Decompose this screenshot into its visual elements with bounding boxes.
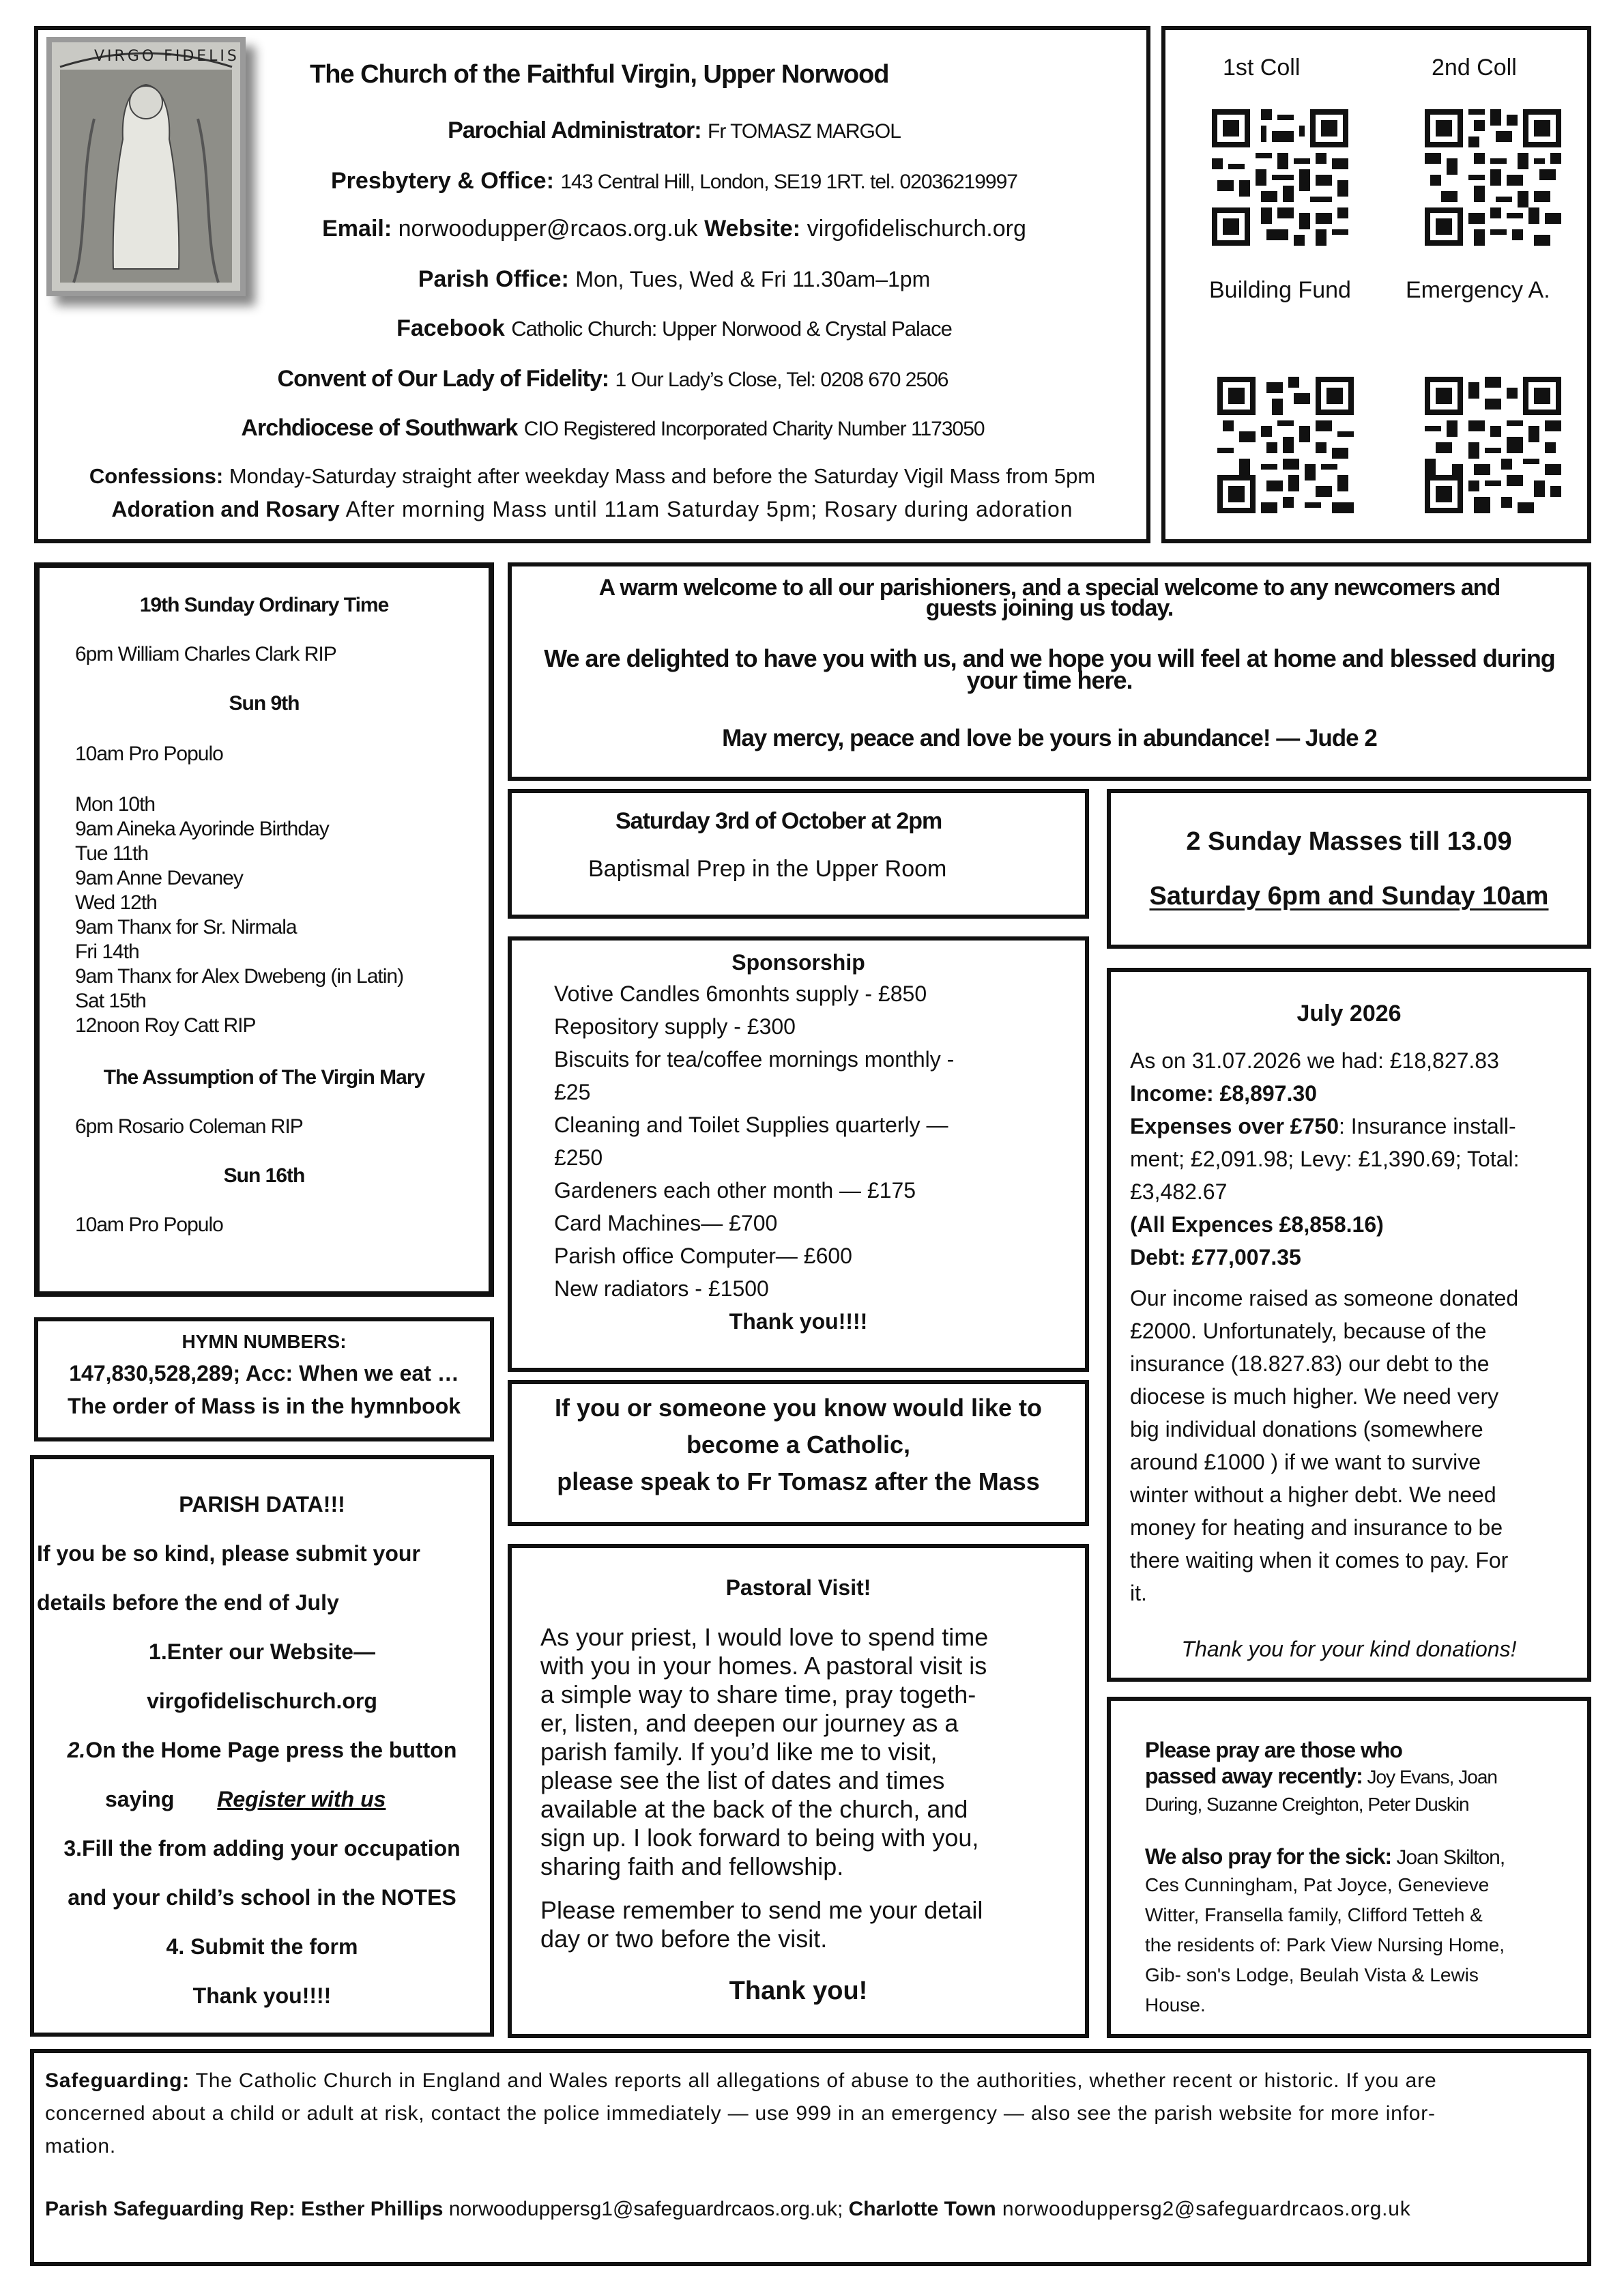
safeguarding-line: Safeguarding: The Catholic Church in England and Wales reports all allegations of abuse to the authorities, whether recent or historic. If you are: [45, 2069, 1437, 2092]
welcome-quote: May mercy, peace and love be yours in abundance! — Jude 2: [722, 725, 1377, 751]
coll2-label: 2nd Coll: [1432, 55, 1517, 81]
prayers-line: passed away recently: Joy Evans, Joan: [1145, 1764, 1497, 1788]
mass-line: Fri 14th: [75, 941, 139, 963]
welcome-line: guests joining us today.: [925, 595, 1174, 621]
sponsorship-item: Card Machines— £700: [554, 1211, 778, 1235]
mass-line: 10am Pro Populo: [75, 743, 223, 765]
prayers-line: the residents of: Park View Nursing Home,: [1145, 1934, 1505, 1955]
baptism-title: Saturday 3rd of October at 2pm: [615, 808, 942, 834]
safeguarding-reps: Parish Safeguarding Rep: Esther Phillips norwooduppersg1@safeguardrcaos.org.uk; Charlotte Town norwooduppersg2@safeguardrcaos.org.uk: [45, 2198, 1411, 2220]
page-title: The Church of the Faithful Virgin, Upper Norwood: [310, 60, 889, 89]
mass-line: Tue 11th: [75, 842, 149, 865]
mass-line: 9am Aineka Ayorinde Birthday: [75, 818, 329, 840]
adoration-line: Adoration and Rosary After morning Mass until 11am Saturday 5pm; Rosary during adoration: [111, 497, 1073, 521]
parish-data-website[interactable]: virgofidelischurch.org: [147, 1689, 377, 1713]
convent-line: Convent of Our Lady of Fidelity: 1 Our Lady’s Close, Tel: 0208 670 2506: [277, 366, 948, 392]
pastoral-visit-box: [508, 1544, 1089, 2038]
mass-line: 9am Thanx for Sr. Nirmala: [75, 916, 297, 938]
finance-para: Our income raised as someone donated: [1130, 1286, 1519, 1310]
welcome-box: [508, 562, 1591, 781]
finance-para: money for heating and insurance to be: [1130, 1515, 1503, 1540]
prayers-line: Please pray are those who: [1145, 1738, 1402, 1762]
parish-data-title: PARISH DATA!!!: [179, 1492, 345, 1517]
rep2-email-link[interactable]: norwooduppersg2@safeguardrcaos.org.uk: [996, 2198, 1411, 2220]
prayers-box: [1107, 1697, 1591, 2038]
mass-day: Sun 16th: [223, 1164, 305, 1187]
sponsorship-item: Gardeners each other month — £175: [554, 1178, 916, 1203]
qr-code-3[interactable]: [1217, 377, 1354, 513]
mass-line: 6pm Rosario Coleman RIP: [75, 1115, 303, 1138]
mass-day: Sun 9th: [229, 692, 300, 715]
facebook-line: Facebook Catholic Church: Upper Norwood & Crystal Palace: [396, 315, 952, 341]
pastoral-line: sharing faith and fellowship.: [540, 1852, 844, 1880]
sponsorship-item: £250: [554, 1145, 603, 1170]
parish-data-line: If you be so kind, please submit your: [37, 1541, 420, 1566]
pastoral-line: with you in your homes. A pastoral visit is: [540, 1652, 987, 1680]
parish-data-line: 3.Fill the from adding your occupation: [63, 1836, 461, 1861]
prayers-line: House.: [1145, 1994, 1206, 2015]
header-box: [34, 26, 1150, 543]
mass-line: 9am Thanx for Alex Dwebeng (in Latin): [75, 965, 404, 988]
parish-data-box: [30, 1455, 494, 2037]
hymns-title: HYMN NUMBERS:: [182, 1331, 347, 1352]
parish-data-line: saying Register with us: [105, 1787, 386, 1811]
sunday-masses-line: 2 Sunday Masses till 13.09: [1186, 827, 1512, 856]
pastoral-line: parish family. If you’d like me to visit,: [540, 1738, 938, 1766]
prayers-line: We also pray for the sick: Joan Skilton,: [1145, 1844, 1505, 1869]
parish-data-thanks: Thank you!!!!: [192, 1983, 332, 2008]
mass-intentions-box: [34, 562, 494, 1297]
sunday-masses-times: Saturday 6pm and Sunday 10am: [1149, 882, 1549, 910]
hymns-numbers: 147,830,528,289; Acc: When we eat …: [69, 1361, 459, 1386]
contact-line: Email: norwoodupper@rcaos.org.uk Website: virgofidelischurch.org: [322, 216, 1026, 242]
mass-line: 12noon Roy Catt RIP: [75, 1014, 256, 1037]
finance-box: [1107, 968, 1591, 1682]
parish-data-line: and your child’s school in the NOTES: [68, 1885, 456, 1910]
mass-line: Mon 10th: [75, 793, 156, 816]
pastoral-title: Pastoral Visit!: [725, 1575, 871, 1600]
finance-title: July 2026: [1296, 1001, 1402, 1027]
qr-code-building-fund[interactable]: [1212, 109, 1348, 246]
presbytery-line: Presbytery & Office: 143 Central Hill, London, SE19 1RT. tel. 02036219997: [331, 168, 1017, 194]
parish-data-line: 1.Enter our Website—: [149, 1639, 375, 1664]
archdiocese-line: Archdiocese of Southwark CIO Registered Incorporated Charity Number 1173050: [241, 415, 985, 441]
sponsorship-item: Cleaning and Toilet Supplies quarterly —: [554, 1113, 948, 1137]
prayers-line: Witter, Fransella family, Clifford Tetteh &: [1145, 1904, 1483, 1925]
parish-data-line: details before the end of July: [37, 1590, 339, 1615]
sponsorship-item: Repository supply - £300: [554, 1014, 796, 1039]
safeguarding-box: [30, 2049, 1591, 2266]
confessions-line: Confessions: Monday-Saturday straight after weekday Mass and before the Saturday Vigil Mass from 5pm: [89, 464, 1096, 488]
finance-para: £2000. Unfortunately, because of the: [1130, 1319, 1487, 1343]
safeguarding-line: concerned about a child or adult at risk, contact the police immediately — use 999 in an emergency — also see the parish website for more infor-: [45, 2102, 1436, 2125]
website-link[interactable]: virgofidelischurch.org: [807, 216, 1026, 242]
feast-title: The Assumption of The Virgin Mary: [103, 1066, 425, 1089]
mass-line: 9am Anne Devaney: [75, 867, 243, 889]
parish-data-line: 4. Submit the form: [166, 1934, 358, 1959]
baptism-box: [508, 789, 1089, 919]
qr-code-4[interactable]: [1425, 377, 1561, 513]
mass-line: 10am Pro Populo: [75, 1214, 223, 1236]
finance-para: it.: [1130, 1581, 1147, 1605]
sponsorship-item: £25: [554, 1080, 591, 1104]
sponsorship-item: Votive Candles 6monhts supply - £850: [554, 981, 927, 1006]
welcome-line: We are delighted to have you with us, and we hope you will feel at home and blessed during: [544, 644, 1555, 672]
virgin-mary-image: [46, 37, 246, 296]
building-fund-label: Building Fund: [1209, 277, 1351, 303]
finance-para: diocese is much higher. We need very: [1130, 1384, 1499, 1409]
finance-para: insurance (18.827.83) our debt to the: [1130, 1351, 1490, 1376]
hymns-order: The order of Mass is in the hymnbook: [67, 1394, 461, 1418]
sponsorship-item: Parish office Computer— £600: [554, 1244, 852, 1268]
sponsorship-item: Biscuits for tea/coffee mornings monthly -: [554, 1047, 955, 1072]
hymns-box: [34, 1317, 494, 1441]
catholic-line: If you or someone you know would like to: [554, 1394, 1043, 1422]
finance-balance: As on 31.07.2026 we had: £18,827.83: [1130, 1048, 1499, 1073]
register-link[interactable]: Register with us: [217, 1787, 386, 1811]
finance-para: around £1000 ) if we want to survive: [1130, 1450, 1481, 1474]
welcome-line: your time here.: [966, 666, 1133, 694]
emergency-label: Emergency A.: [1406, 277, 1550, 303]
finance-all-expenses: (All Expences £8,858.16): [1130, 1212, 1384, 1237]
qr-box: [1161, 26, 1591, 543]
finance-debt: Debt: £77,007.35: [1130, 1245, 1301, 1269]
finance-expenses-3: £3,482.67: [1130, 1179, 1228, 1204]
finance-expenses: Expenses over £750: Insurance install-: [1130, 1114, 1516, 1138]
image-caption: VIRGO FIDELIS: [94, 48, 240, 65]
finance-para: there waiting when it comes to pay. For: [1130, 1548, 1509, 1573]
sponsorship-thanks: Thank you!!!!: [729, 1309, 868, 1334]
finance-thanks: Thank you for your kind donations!: [1181, 1637, 1517, 1661]
pastoral-thanks: Thank you!: [729, 1977, 868, 2005]
welcome-line: A warm welcome to all our parishioners, and a special welcome to any newcomers and: [598, 575, 1500, 601]
finance-para: winter without a higher debt. We need: [1130, 1482, 1496, 1507]
finance-para: big individual donations (somewhere: [1130, 1417, 1483, 1441]
sponsorship-title: Sponsorship: [731, 950, 865, 975]
pastoral-line: a simple way to share time, pray togeth-: [540, 1680, 976, 1708]
pastoral-line: day or two before the visit.: [540, 1925, 828, 1953]
pastoral-line: please see the list of dates and times: [540, 1766, 945, 1794]
safeguarding-line: mation.: [45, 2135, 116, 2157]
pastoral-line: available at the back of the church, and: [540, 1795, 968, 1823]
mass-line: Wed 12th: [75, 891, 157, 914]
sponsorship-box: [508, 936, 1089, 1372]
sponsorship-item: New radiators - £1500: [554, 1276, 769, 1301]
pastoral-line: sign up. I look forward to being with you,: [540, 1824, 979, 1852]
coll1-label: 1st Coll: [1223, 55, 1301, 81]
finance-income: Income: £8,897.30: [1130, 1081, 1317, 1106]
pastoral-line: As your priest, I would love to spend time: [540, 1623, 989, 1651]
catholic-line: please speak to Fr Tomasz after the Mass: [557, 1467, 1040, 1495]
mass-title: 19th Sunday Ordinary Time: [139, 594, 389, 616]
prayers-line: Gib- son's Lodge, Beulah Vista & Lewis: [1145, 1964, 1479, 1985]
pastoral-line: er, listen, and deepen our journey as a: [540, 1709, 959, 1737]
qr-code-emergency[interactable]: [1425, 109, 1561, 246]
email-link[interactable]: norwoodupper@rcaos.org.uk: [398, 216, 698, 242]
become-catholic-box: [508, 1380, 1089, 1526]
rep1-email-link[interactable]: norwooduppersg1@safeguardrcaos.org.uk;: [443, 2198, 849, 2220]
mass-line: Sat 15th: [75, 990, 146, 1012]
prayers-line: During, Suzanne Creighton, Peter Duskin: [1145, 1794, 1469, 1815]
office-hours-line: Parish Office: Mon, Tues, Wed & Fri 11.30am–1pm: [418, 266, 931, 292]
pastoral-line: Please remember to send me your detail: [540, 1896, 983, 1924]
sunday-masses-box: [1107, 789, 1591, 949]
mass-line: 6pm William Charles Clark RIP: [75, 643, 336, 665]
parish-data-line: 2.On the Home Page press the button: [67, 1738, 457, 1762]
prayers-line: Ces Cunningham, Pat Joyce, Genevieve: [1145, 1874, 1490, 1895]
baptism-text: Baptismal Prep in the Upper Room: [588, 856, 947, 882]
finance-expenses-2: ment; £2,091.98; Levy: £1,390.69; Total:: [1130, 1147, 1520, 1171]
catholic-line: become a Catholic,: [686, 1431, 911, 1459]
admin-line: Parochial Administrator: Fr TOMASZ MARGOL: [448, 117, 901, 143]
